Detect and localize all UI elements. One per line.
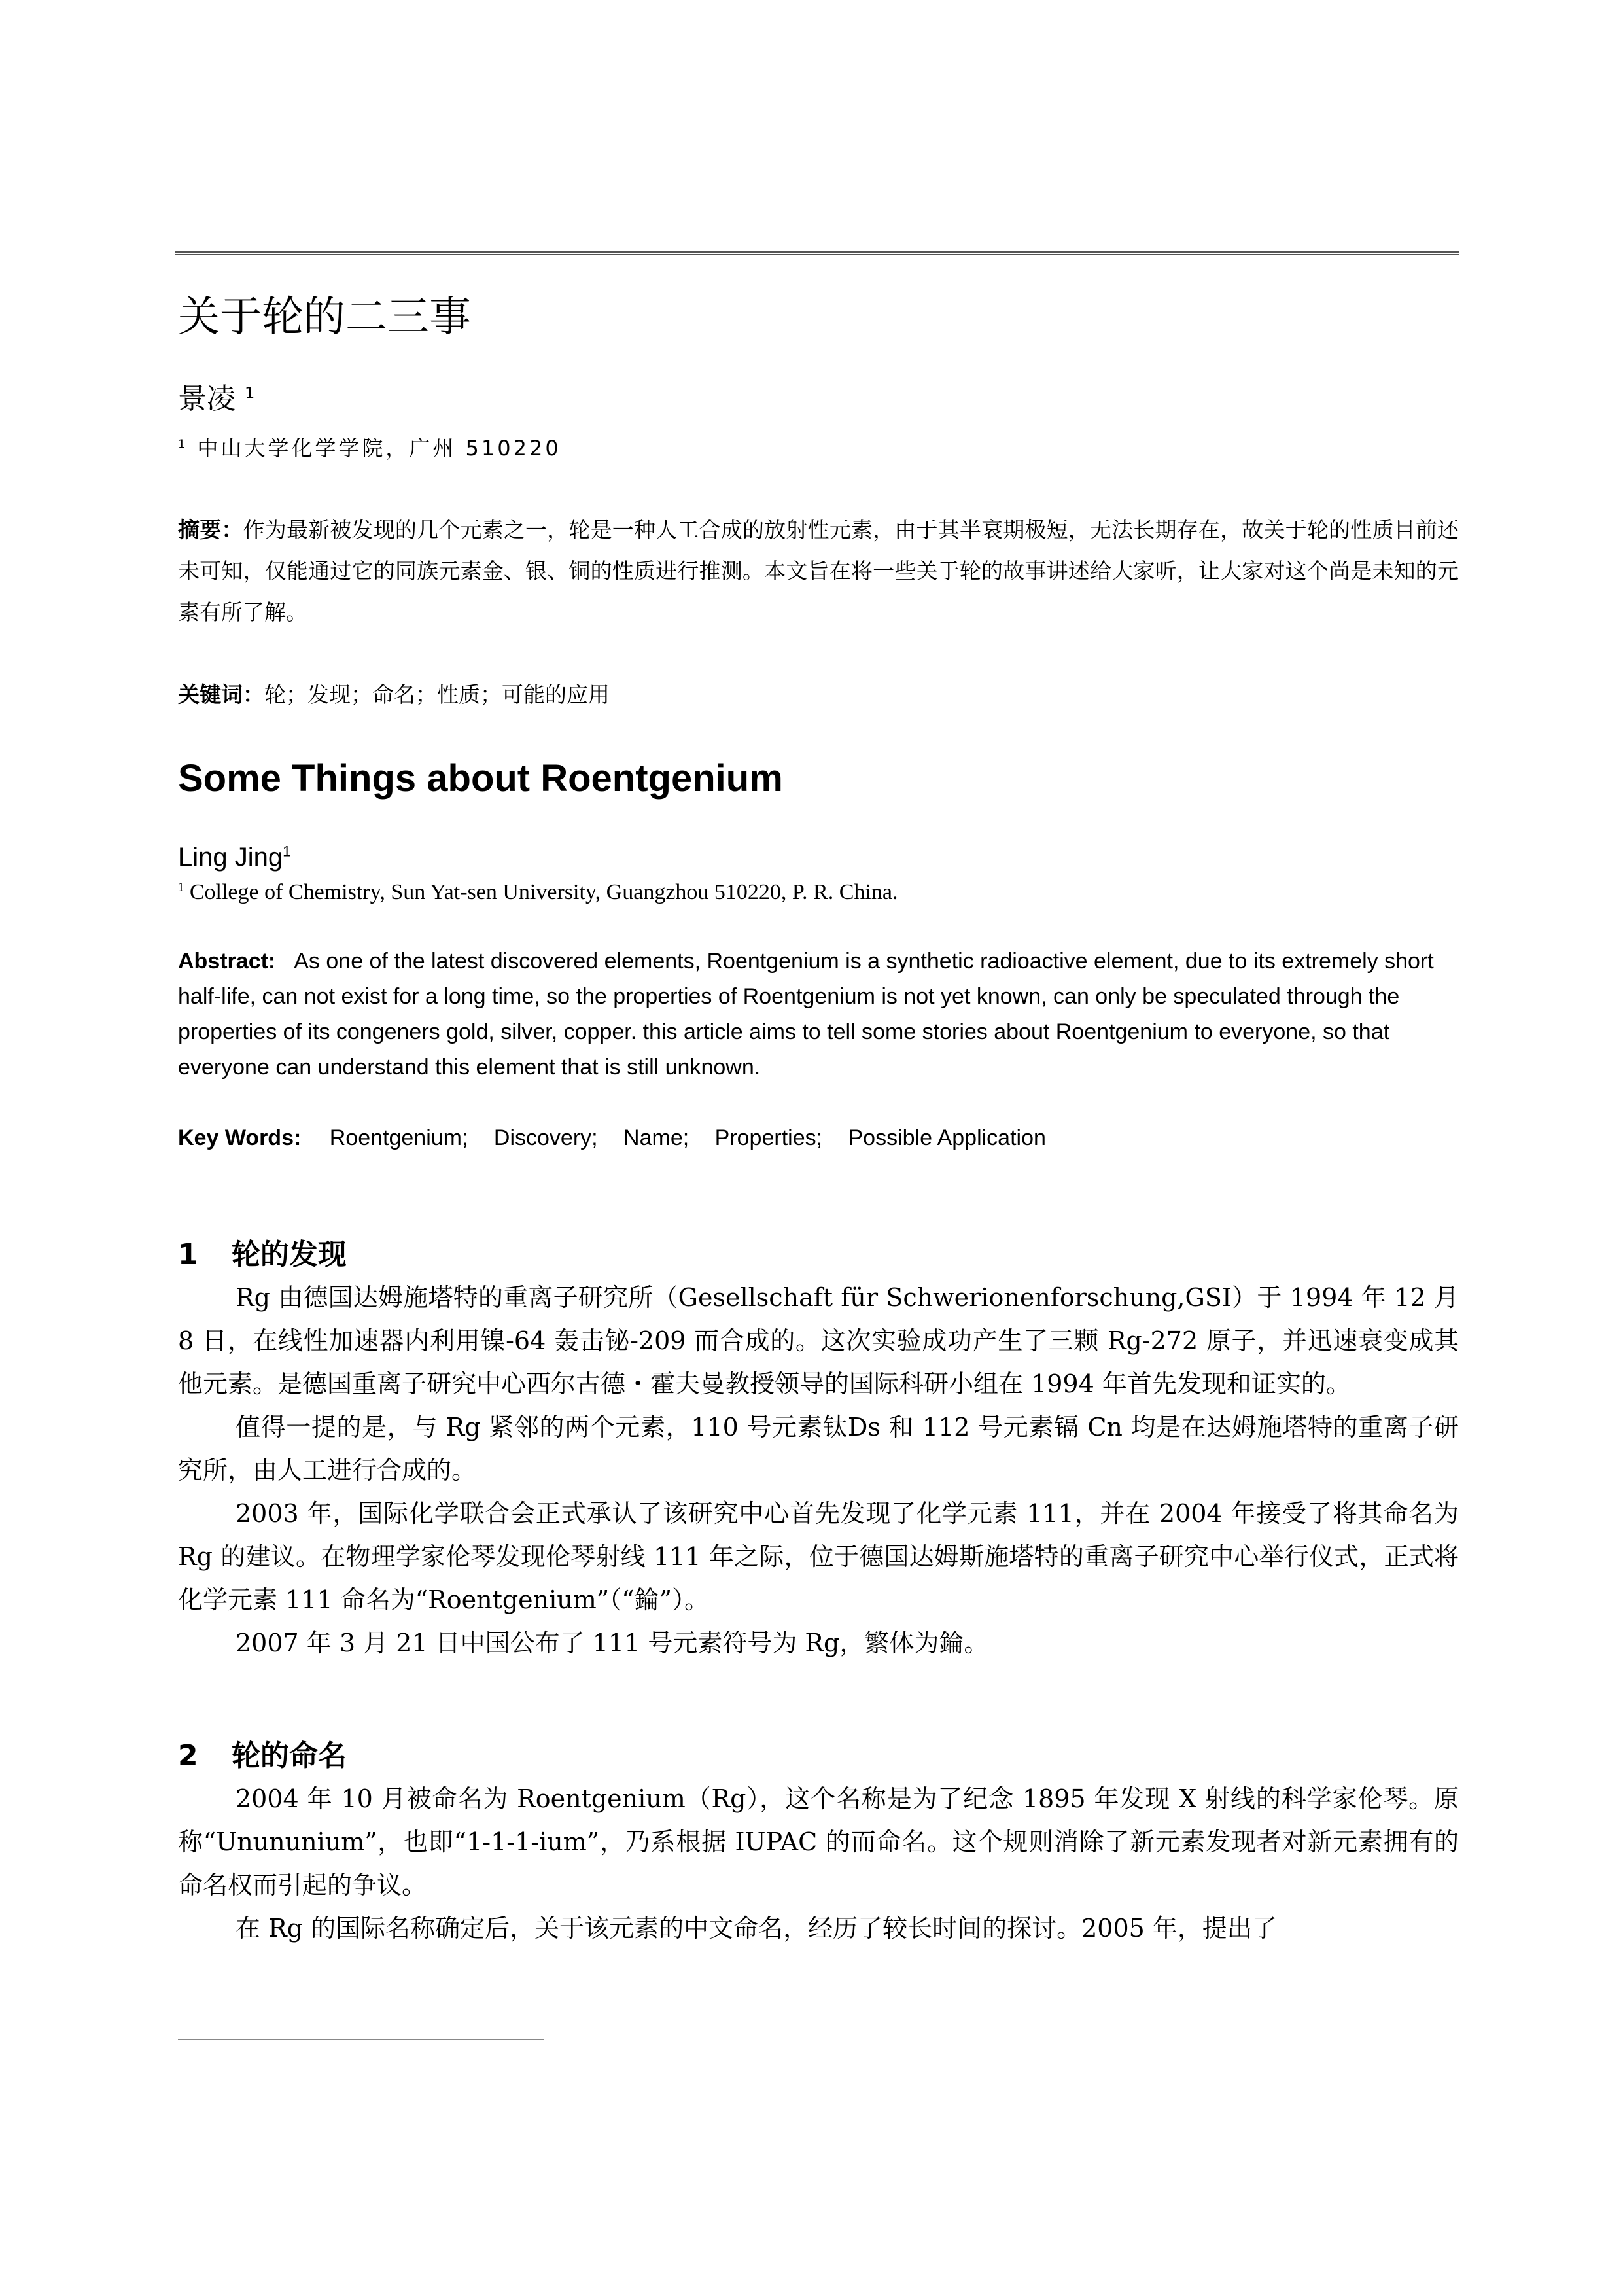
section-1-heading <box>178 1234 347 1276</box>
author-cn-name: 景凌 <box>178 382 236 415</box>
section-1-paragraph: 2007 年 3 月 21 日中国公布了 111 号元素符号为 Rg，繁体为錀。 <box>236 1629 989 1657</box>
section-1-paragraph: Rg 由德国达姆施塔特的重离子研究所（Gesellschaft für Schwerionenforschung,GSI）于 1994 年 12 月 8 日，在线性加速器内利用镍-64 轰击铋-209 而合成的。这次实验成功产生了三颗 Rg-272 原子，并迅速衰变成其他元素。是德国重离子研究中心西尔古德・霍夫曼教授领导的国际科研小组在 1994 年首先发现和证实的。 <box>178 1283 1459 1398</box>
keyword-item: Roentgenium; <box>329 1125 468 1150</box>
abstract-cn-text: 作为最新被发现的几个元素之一，轮是一种人工合成的放射性元素，由于其半衰期极短，无法长期存在，故关于轮的性质目前还未可知，仅能通过它的同族元素金、银、铜的性质进行推测。本文旨在将一些关于轮的故事讲述给大家听，让大家对这个尚是未知的元素有所了解。 <box>178 517 1459 625</box>
section-2-heading <box>178 1735 347 1777</box>
affiliation-cn <box>178 433 561 463</box>
author-en-sup: 1 <box>283 843 291 860</box>
section-2-paragraph: 在 Rg 的国际名称确定后，关于该元素的中文命名，经历了较长时间的探讨。2005 年，提出了 <box>236 1914 1277 1943</box>
abstract-en-text: As one of the latest discovered elements, Roentgenium is a synthetic radioactive element, due to its extremely short half-life, can not exist for a long time, so the properties of Roentgenium is not yet known, can only be speculated through the properties of its congeners gold, silver, copper. this article aims to tell some stories about Roentgenium to everyone, so that everyone can understand this element that is still unknown. <box>178 949 1434 1080</box>
section-1-paragraph: 2003 年，国际化学联合会正式承认了该研究中心首先发现了化学元素 111，并在 2004 年接受了将其命名为 Rg 的建议。在物理学家伦琴发现伦琴射线 111 年之际，位于德国达姆斯施塔特的重离子研究中心举行仪式，正式将化学元素 111 命名为“Roentgenium”（“錀”）。 <box>178 1499 1459 1614</box>
paper-title-en: Some Things about Roentgenium <box>178 757 783 800</box>
footnote-rule <box>178 2039 544 2040</box>
section-2-body <box>178 1777 1459 1950</box>
keyword-item: Name; <box>623 1125 689 1150</box>
keywords-cn <box>178 674 610 715</box>
abstract-en <box>178 944 1459 1085</box>
abstract-cn-label: 摘要： <box>178 517 243 542</box>
keywords-en-label: Key Words: <box>178 1125 302 1150</box>
section-1-title: 轮的发现 <box>232 1238 347 1271</box>
section-2-number: 2 <box>178 1739 198 1773</box>
affiliation-cn-sup: 1 <box>178 438 188 451</box>
keyword-item: Possible Application <box>848 1125 1046 1150</box>
affiliation-en <box>178 877 898 908</box>
affiliation-cn-text: 中山大学化学学院，广州 510220 <box>197 436 561 461</box>
section-1-number: 1 <box>178 1238 198 1271</box>
keyword-item: Discovery; <box>493 1125 598 1150</box>
section-1-body <box>178 1276 1459 1665</box>
author-en <box>178 839 290 875</box>
author-cn-sup: 1 <box>245 383 255 402</box>
abstract-cn <box>178 509 1459 633</box>
paper-title-cn: 关于轮的二三事 <box>178 293 471 342</box>
section-1-paragraph: 值得一提的是，与 Rg 紧邻的两个元素，110 号元素钛Ds 和 112 号元素镉 Cn 均是在达姆施塔特的重离子研究所，由人工进行合成的。 <box>178 1413 1459 1485</box>
affiliation-en-text: College of Chemistry, Sun Yat-sen University, Guangzhou 510220, P. R. China. <box>189 880 898 904</box>
section-2-paragraph: 2004 年 10 月被命名为 Roentgenium（Rg），这个名称是为了纪念 1895 年发现 X 射线的科学家伦琴。原称“Unununium”，也即“1-1-1-ium”，乃系根据 IUPAC 的而命名。这个规则消除了新元素发现者对新元素拥有的命名权而引起的争议。 <box>178 1784 1459 1899</box>
section-2-title: 轮的命名 <box>232 1739 347 1773</box>
header-rule <box>175 251 1459 255</box>
keywords-cn-text: 轮；发现；命名；性质；可能的应用 <box>264 682 610 707</box>
author-en-name: Ling Jing <box>178 843 283 872</box>
affiliation-en-sup: 1 <box>178 880 184 894</box>
keyword-item: Properties; <box>714 1125 823 1150</box>
abstract-en-label: Abstract: <box>178 949 276 974</box>
keywords-en <box>178 1120 1066 1156</box>
author-cn <box>178 380 254 419</box>
keywords-cn-label: 关键词： <box>178 682 264 707</box>
